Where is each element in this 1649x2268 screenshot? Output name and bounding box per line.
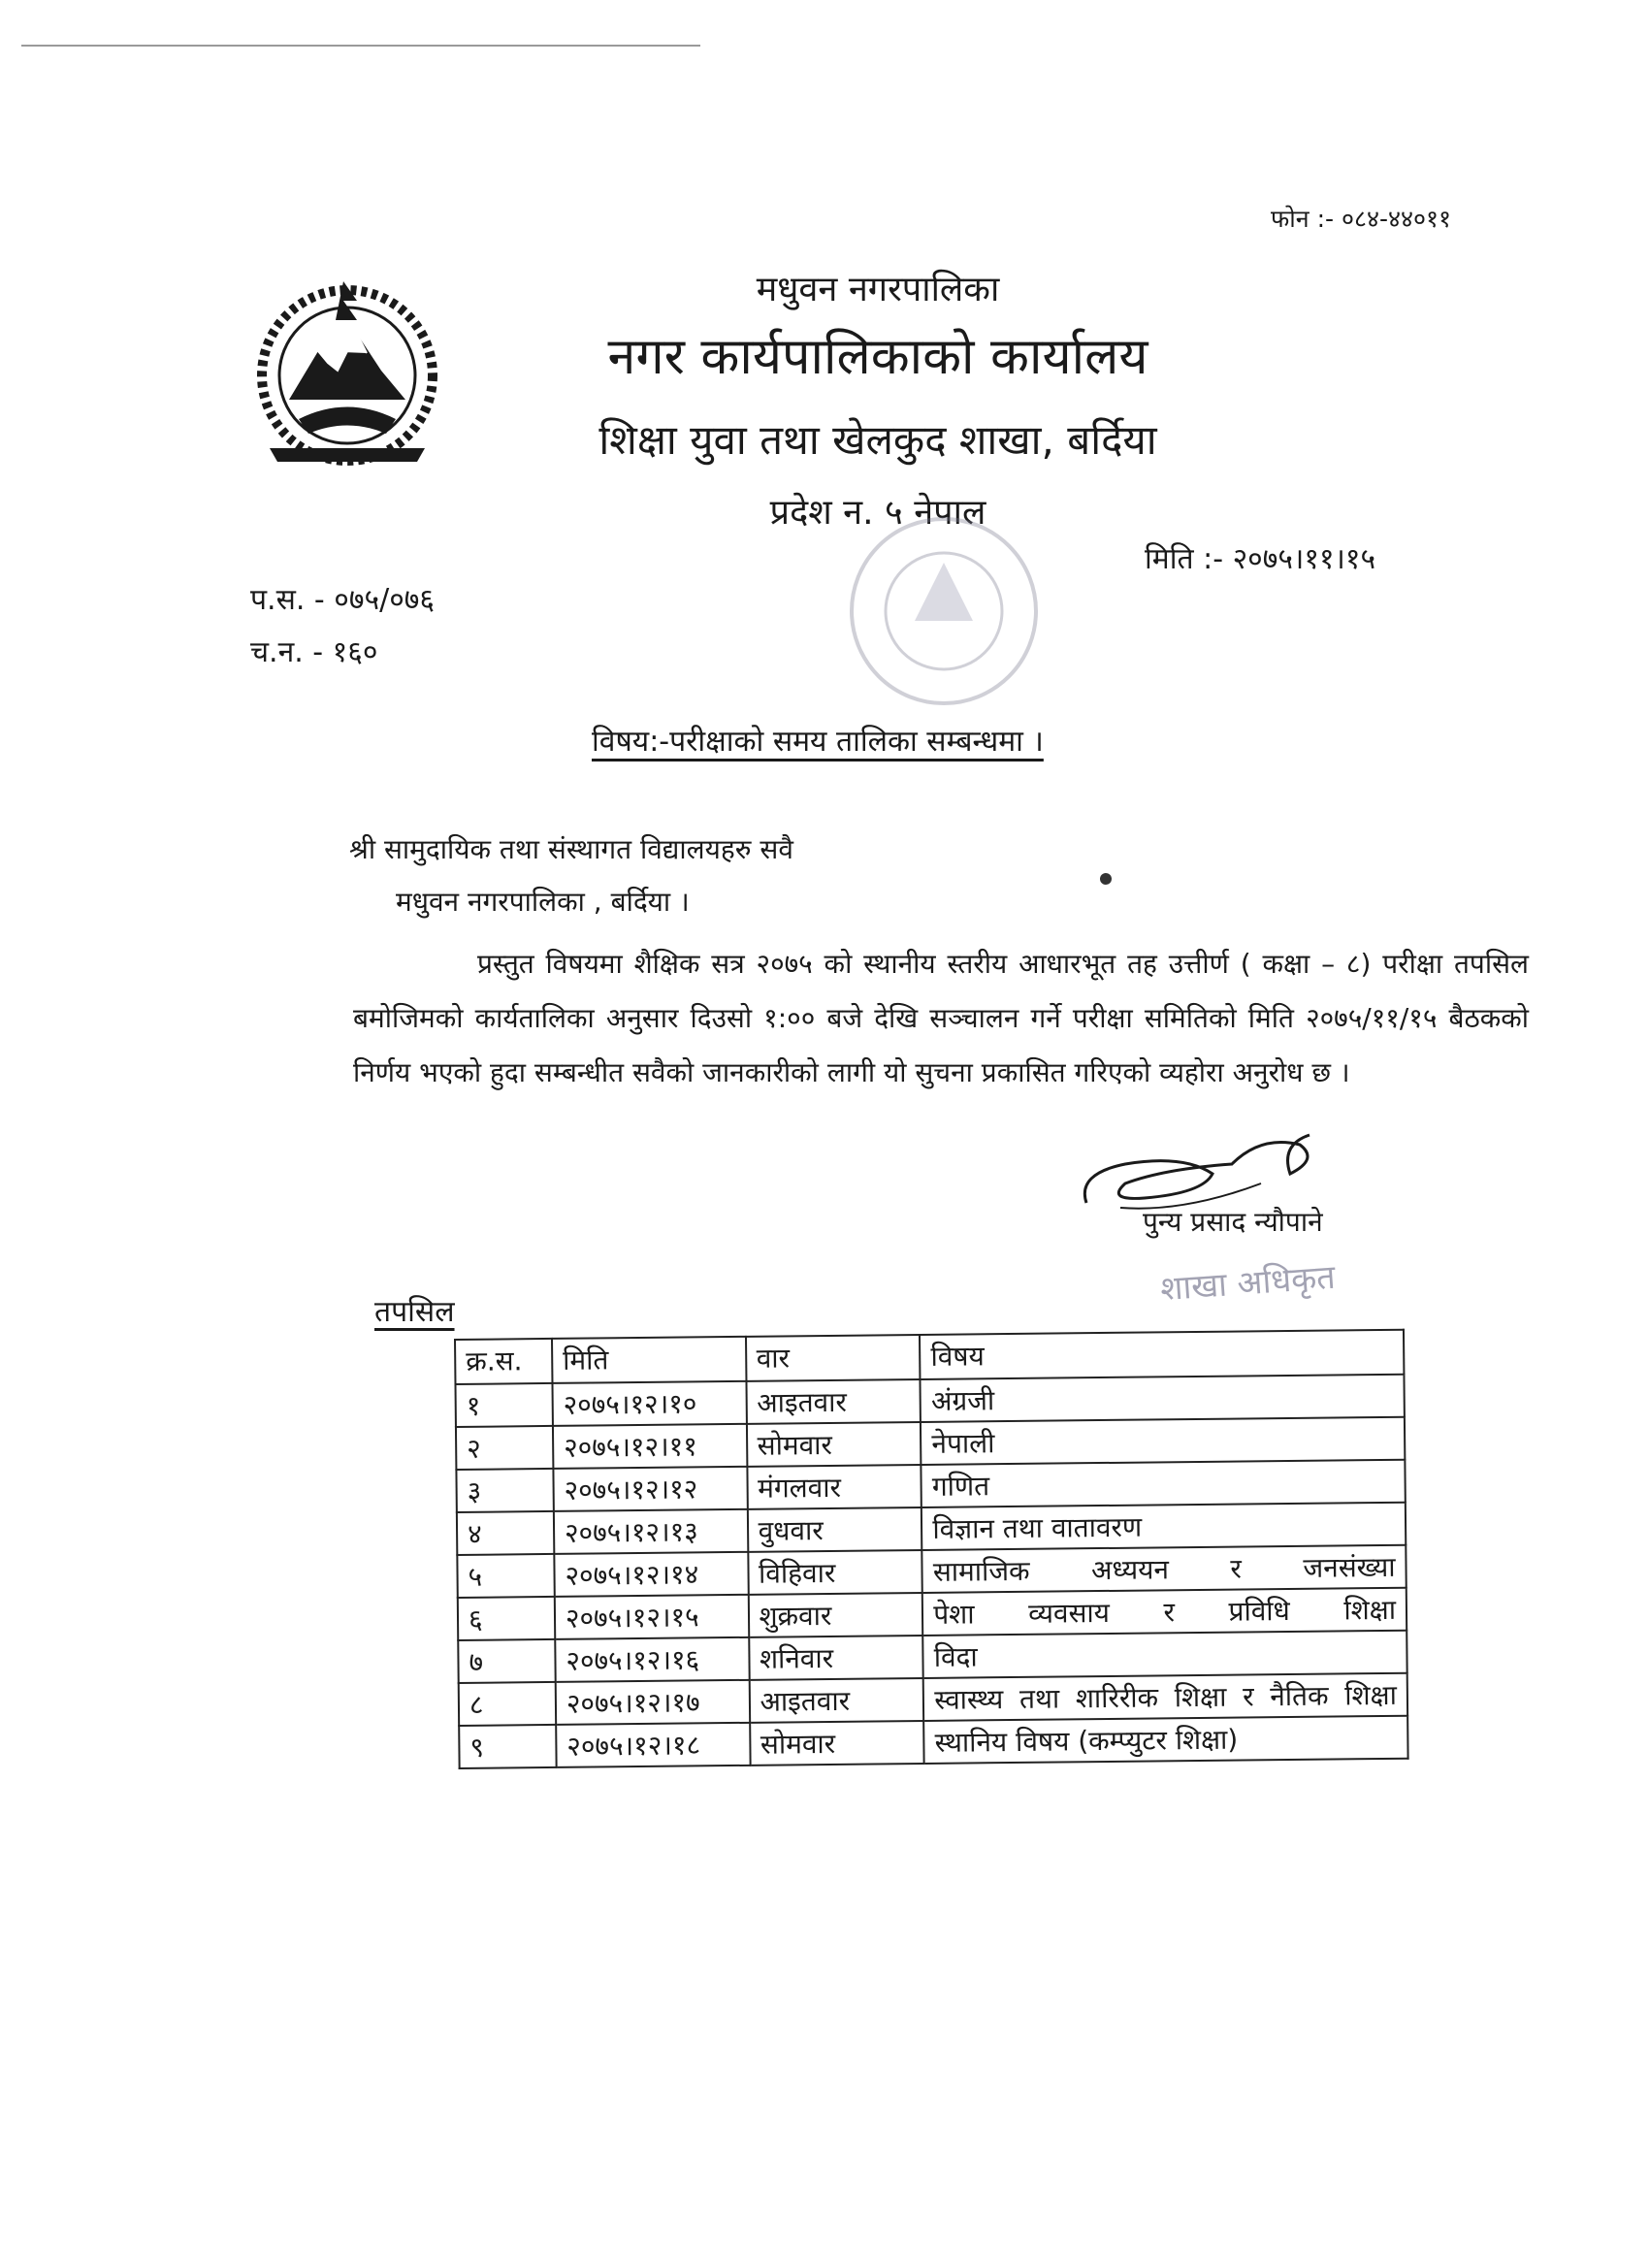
row-subject: गणित: [922, 1460, 1406, 1507]
province-line: प्रदेश न. ५ नेपाल: [769, 493, 986, 533]
ink-dot: [1100, 873, 1112, 885]
column-header-sn: क्र.स.: [455, 1339, 552, 1384]
addressee-line-1: श्री सामुदायिक तथा संस्थागत विद्यालयहरु सवै: [349, 833, 793, 865]
row-sn: ७: [458, 1639, 555, 1683]
row-date: २०७५।१२।१५: [555, 1595, 749, 1639]
row-day: सोमवार: [746, 1422, 921, 1467]
row-sn: २: [456, 1426, 553, 1470]
column-header-day: वार: [746, 1335, 921, 1381]
reference-number: प.स. - ०७५/०७६: [250, 583, 435, 617]
municipality-name: मधुवन नगरपालिका: [756, 270, 1000, 309]
row-date: २०७५।१२।११: [553, 1424, 747, 1469]
row-subject: विज्ञान तथा वातावरण: [922, 1503, 1406, 1550]
column-header-subject: विषय: [920, 1330, 1404, 1379]
row-date: २०७५।१२।१२: [553, 1467, 747, 1511]
row-sn: ८: [459, 1682, 556, 1726]
row-day: वुधवार: [747, 1507, 922, 1552]
office-seal-stamp: [823, 504, 1065, 718]
page-edge-line: [21, 45, 700, 47]
column-header-date: मिति: [552, 1337, 746, 1383]
row-sn: ३: [456, 1469, 553, 1512]
row-date: २०७५।१२।१६: [555, 1637, 749, 1682]
officer-title-stamp: शाखा अधिकृत: [1158, 1257, 1337, 1310]
row-sn: ४: [457, 1511, 554, 1555]
row-day: शुक्रवार: [748, 1593, 922, 1637]
row-day: विहिवार: [748, 1550, 922, 1595]
row-day: मंगलवार: [747, 1465, 922, 1509]
row-subject: नेपाली: [921, 1417, 1405, 1465]
addressee-line-2: मधुवन नगरपालिका , बर्दिया ।: [396, 886, 690, 918]
row-subject: स्वास्थ्य तथा शारिरीक शिक्षा र नैतिक शिक्षा: [923, 1673, 1407, 1721]
row-sn: ५: [457, 1554, 554, 1598]
row-date: २०७५।१२।१३: [554, 1509, 748, 1554]
phone-number: फोन :- ०८४-४४०११: [1271, 205, 1451, 233]
letter-body: प्रस्तुत विषयमा शैक्षिक सत्र २०७५ को स्थानीय स्तरीय आधारभूत तह उत्तीर्ण ( कक्षा – ८) परीक्षा तपसिल बमोजिमको कार्यतालिका अनुसार दिउसो १:०० बजे देखि सञ्चालन गर्ने परीक्षा समितिको मिति २०७५/११/१५ बैठकको निर्णय भएको हुदा सम्बन्धीत सवैको जानकारीको लागी यो सुचना प्रकासित गरिएको व्यहोरा अनुरोध छ ।: [353, 948, 1529, 1088]
exam-schedule-table: [454, 1329, 1409, 1769]
branch-name: शिक्षा युवा तथा खेलकुद शाखा, बर्दिया: [598, 416, 1157, 464]
row-day: शनिवार: [749, 1636, 923, 1680]
table-row: [459, 1716, 1407, 1768]
row-subject: पेशा व्यवसाय र प्रविधि शिक्षा: [922, 1588, 1406, 1636]
letter-date: मिति :- २०७५।११।१५: [1145, 542, 1376, 576]
row-date: २०७५।१२।१८: [556, 1723, 750, 1767]
row-day: आइतवार: [746, 1379, 921, 1424]
row-day: आइतवार: [749, 1678, 923, 1723]
row-subject: सामाजिक अध्ययन र जनसंख्या: [922, 1545, 1406, 1593]
row-sn: १: [455, 1383, 552, 1427]
office-title: नगर कार्यपालिकाको कार्यालय: [607, 328, 1148, 386]
row-date: २०७५।१२।१७: [556, 1680, 750, 1725]
row-day: सोमवार: [750, 1721, 924, 1766]
schedule-heading: तपसिल: [374, 1295, 455, 1329]
row-subject: विदा: [923, 1631, 1407, 1678]
letter-subject: विषय:-परीक्षाको समय तालिका सम्बन्धमा ।: [592, 725, 1044, 759]
row-sn: ६: [458, 1597, 555, 1640]
row-subject: स्थानिय विषय (कम्प्युटर शिक्षा): [923, 1716, 1407, 1764]
dispatch-number: च.न. - १६०: [250, 635, 378, 669]
row-sn: ९: [459, 1725, 556, 1768]
row-date: २०७५।१२।१४: [554, 1552, 748, 1597]
row-date: २०७५।१२।१०: [552, 1381, 746, 1426]
signer-name: पुन्य प्रसाद न्यौपाने: [1143, 1206, 1323, 1238]
row-subject: अंग्रजी: [921, 1375, 1405, 1422]
